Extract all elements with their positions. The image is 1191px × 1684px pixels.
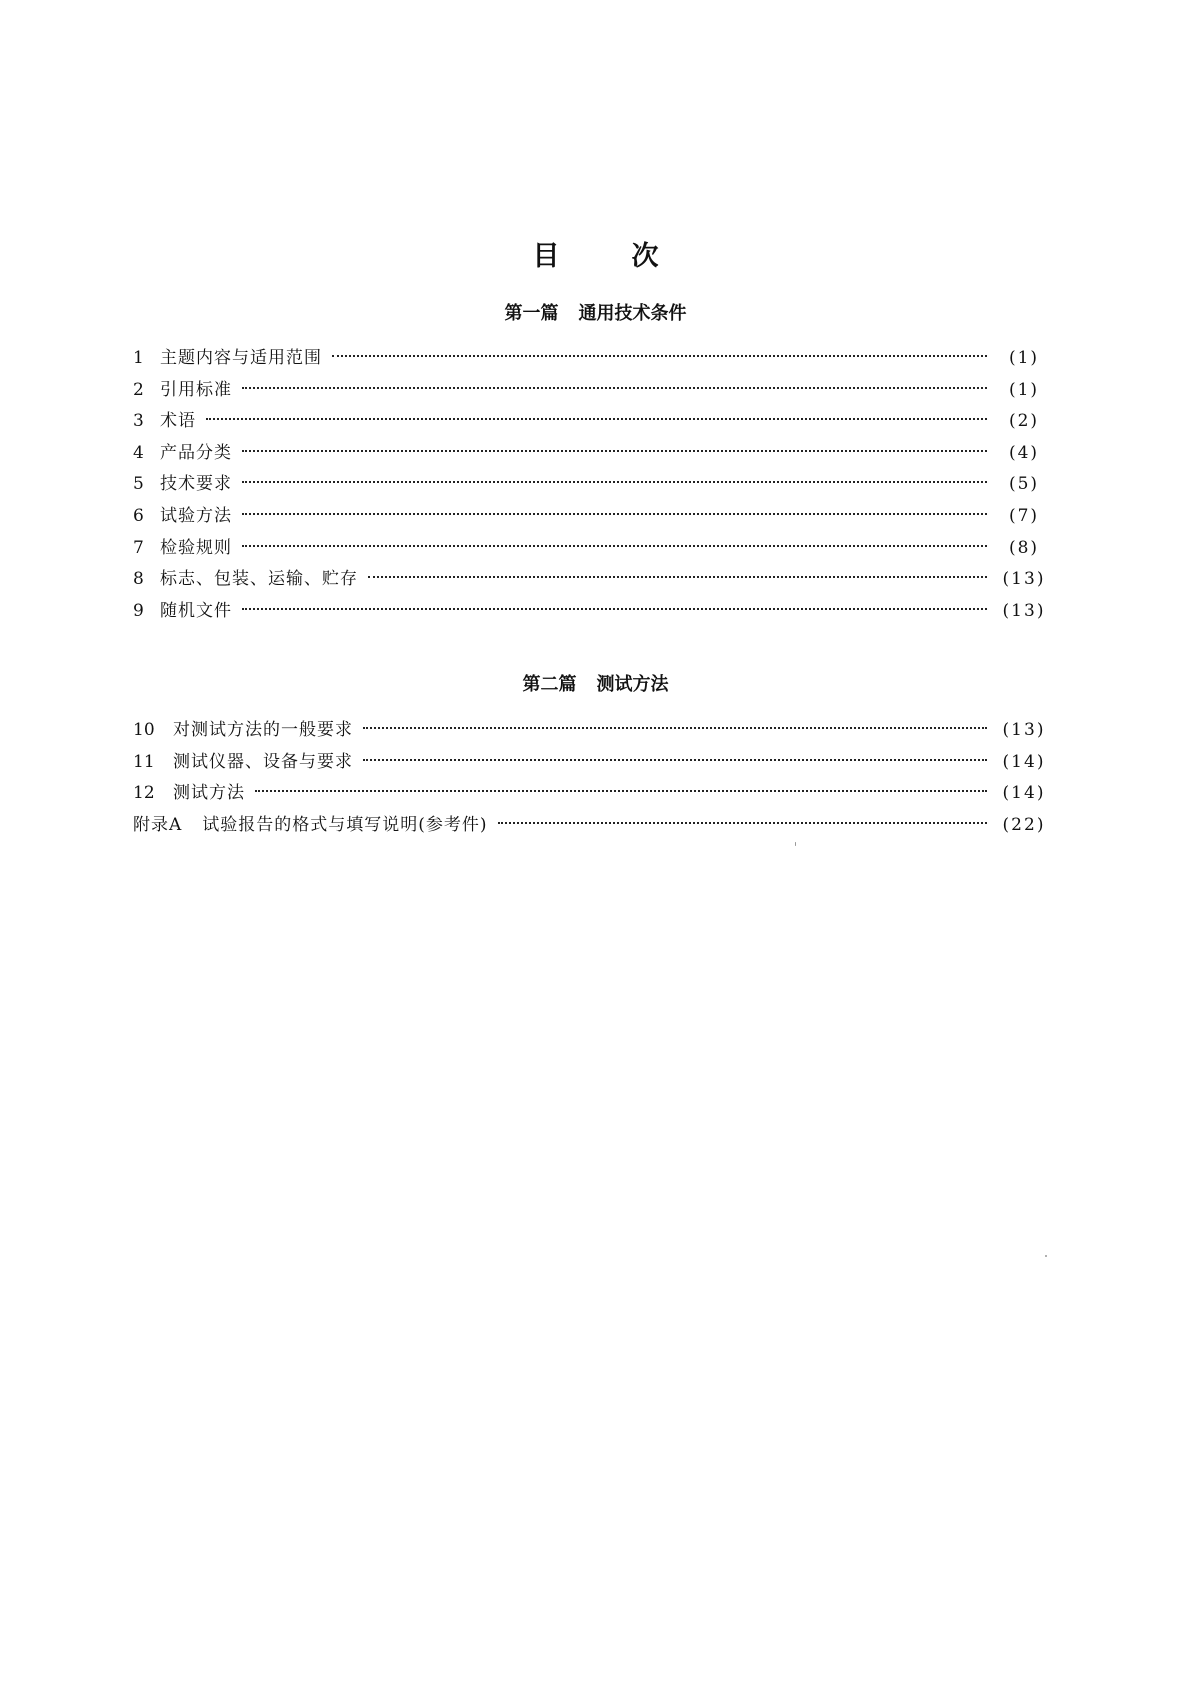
dot-leader	[242, 608, 987, 610]
part-heading-2	[0, 673, 1191, 697]
toc-part-2	[133, 715, 1053, 841]
toc-entry-title: 对测试方法的一般要求	[173, 720, 353, 740]
toc-entry-page: (1)	[1008, 379, 1040, 400]
toc-entry-page: (13)	[1002, 720, 1046, 740]
toc-entry-number: 5	[133, 474, 144, 495]
dot-leader	[368, 576, 987, 578]
toc-entry-page: (14)	[1002, 783, 1046, 804]
toc-entry[interactable]	[133, 596, 1053, 628]
toc-entry[interactable]	[133, 501, 1053, 533]
toc-entry-number: 8	[133, 569, 144, 590]
appendix-label: 附录A	[133, 814, 183, 835]
toc-entry[interactable]	[133, 343, 1053, 375]
toc-entry-page: (8)	[1008, 537, 1040, 558]
toc-entry[interactable]	[133, 375, 1053, 407]
toc-entry[interactable]	[133, 778, 1053, 810]
toc-entry-title: 随机文件	[160, 600, 232, 621]
dot-leader	[498, 822, 987, 824]
appendix-title: 试验报告的格式与填写说明(参考件)	[202, 814, 488, 835]
toc-entry-page: (13)	[1002, 569, 1046, 590]
toc-entry-page: (14)	[1002, 751, 1046, 772]
toc-entry[interactable]	[133, 533, 1053, 565]
toc-entry-page: (1)	[1008, 348, 1040, 368]
toc-entry[interactable]	[133, 564, 1053, 596]
toc-entry-number: 4	[133, 442, 144, 463]
dot-leader	[332, 355, 987, 357]
toc-entry[interactable]	[133, 438, 1053, 470]
toc-entry-title: 技术要求	[160, 474, 232, 495]
toc-entry-title: 主题内容与适用范围	[160, 348, 322, 368]
toc-entry-number: 6	[133, 505, 144, 526]
part-name: 通用技术条件	[578, 303, 687, 324]
toc-entry-title: 产品分类	[160, 442, 232, 463]
toc-entry-title: 标志、包装、运输、贮存	[160, 569, 358, 590]
toc-entry-title: 测试方法	[173, 783, 245, 804]
toc-entry-page: (2)	[1008, 411, 1040, 432]
toc-entry-page: (5)	[1008, 474, 1040, 495]
dot-leader	[242, 513, 987, 515]
toc-entry-page: (22)	[1002, 814, 1046, 835]
toc-entry[interactable]	[133, 469, 1053, 501]
dot-leader	[242, 450, 987, 452]
dot-leader	[242, 387, 987, 389]
toc-entry-number: 11	[133, 751, 155, 772]
part-number: 第一篇	[504, 303, 559, 324]
page-title: 目次	[532, 241, 731, 272]
toc-entry-title: 术语	[160, 411, 196, 432]
part-number: 第二篇	[522, 674, 577, 695]
toc-entry-title: 测试仪器、设备与要求	[173, 751, 353, 772]
toc-entry-number: 12	[133, 783, 155, 804]
toc-entry-page: (7)	[1008, 505, 1040, 526]
dot-leader	[206, 418, 987, 420]
dot-leader	[363, 727, 987, 729]
toc-appendix-entry[interactable]	[133, 810, 1053, 842]
scan-speck	[795, 842, 796, 846]
toc-entry-page: (13)	[1002, 600, 1046, 621]
toc-entry-title: 检验规则	[160, 537, 232, 558]
toc-entry-title	[133, 810, 488, 842]
toc-part-1	[133, 343, 1053, 627]
toc-entry[interactable]	[133, 406, 1053, 438]
toc-entry-title: 试验方法	[160, 505, 232, 526]
toc-entry-page: (4)	[1008, 442, 1040, 463]
toc-entry-number: 1	[133, 348, 144, 368]
part-heading-1	[0, 302, 1191, 326]
part-name: 测试方法	[596, 674, 669, 695]
dot-leader	[242, 545, 987, 547]
dot-leader	[363, 759, 987, 761]
toc-entry-number: 7	[133, 537, 144, 558]
scan-speck	[1045, 1255, 1047, 1257]
toc-entry[interactable]	[133, 715, 1053, 747]
toc-entry-number: 9	[133, 600, 144, 621]
toc-entry-number: 3	[133, 411, 144, 432]
toc-entry-number: 10	[133, 720, 155, 740]
dot-leader	[242, 481, 987, 483]
dot-leader	[255, 790, 987, 792]
toc-entry[interactable]	[133, 747, 1053, 779]
toc-entry-title: 引用标准	[160, 379, 232, 400]
toc-entry-number: 2	[133, 379, 144, 400]
